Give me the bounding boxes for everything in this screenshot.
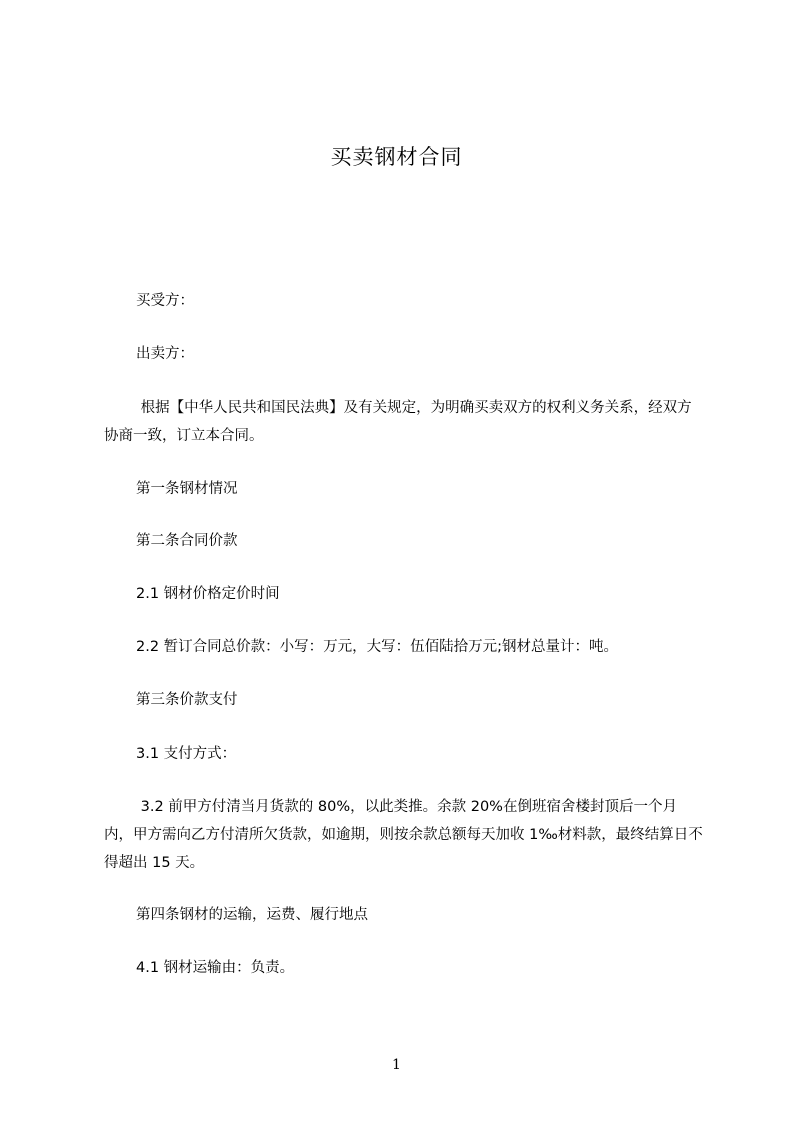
- clause-2-2: 2.2 暂订合同总价款：小写：万元，大写：伍佰陆拾万元;钢材总量计：吨。: [136, 639, 619, 655]
- clause-4-1: 4.1 钢材运输由：负责。: [136, 960, 295, 976]
- article-2-heading: 第二条合同价款: [136, 533, 238, 549]
- page-number: 1: [392, 1057, 401, 1073]
- clause-3-2: 3.2 前甲方付清当月货款的 80%，以此类推。余款 20%在倒班宿舍楼封顶后一个月内，甲方需向乙方付清所欠货款，如逾期，则按余款总额每天加收 1‰材料款，最终结算日不得超出 15 天。: [104, 799, 703, 871]
- clause-2-1: 2.1 钢材价格定价时间: [136, 586, 280, 602]
- document-title: 买卖钢材合同: [330, 145, 463, 169]
- preamble-paragraph: 根据【中华人民共和国民法典】及有关规定，为明确买卖双方的权利义务关系，经双方协商一致，订立本合同。: [104, 400, 692, 444]
- article-4-heading: 第四条钢材的运输，运费、履行地点: [136, 907, 368, 923]
- article-1-heading: 第一条钢材情况: [136, 481, 238, 497]
- buyer-line: 买受方：: [136, 293, 194, 309]
- clause-3-1: 3.1 支付方式：: [136, 746, 237, 762]
- seller-line: 出卖方：: [136, 346, 194, 362]
- article-3-heading: 第三条价款支付: [136, 692, 238, 708]
